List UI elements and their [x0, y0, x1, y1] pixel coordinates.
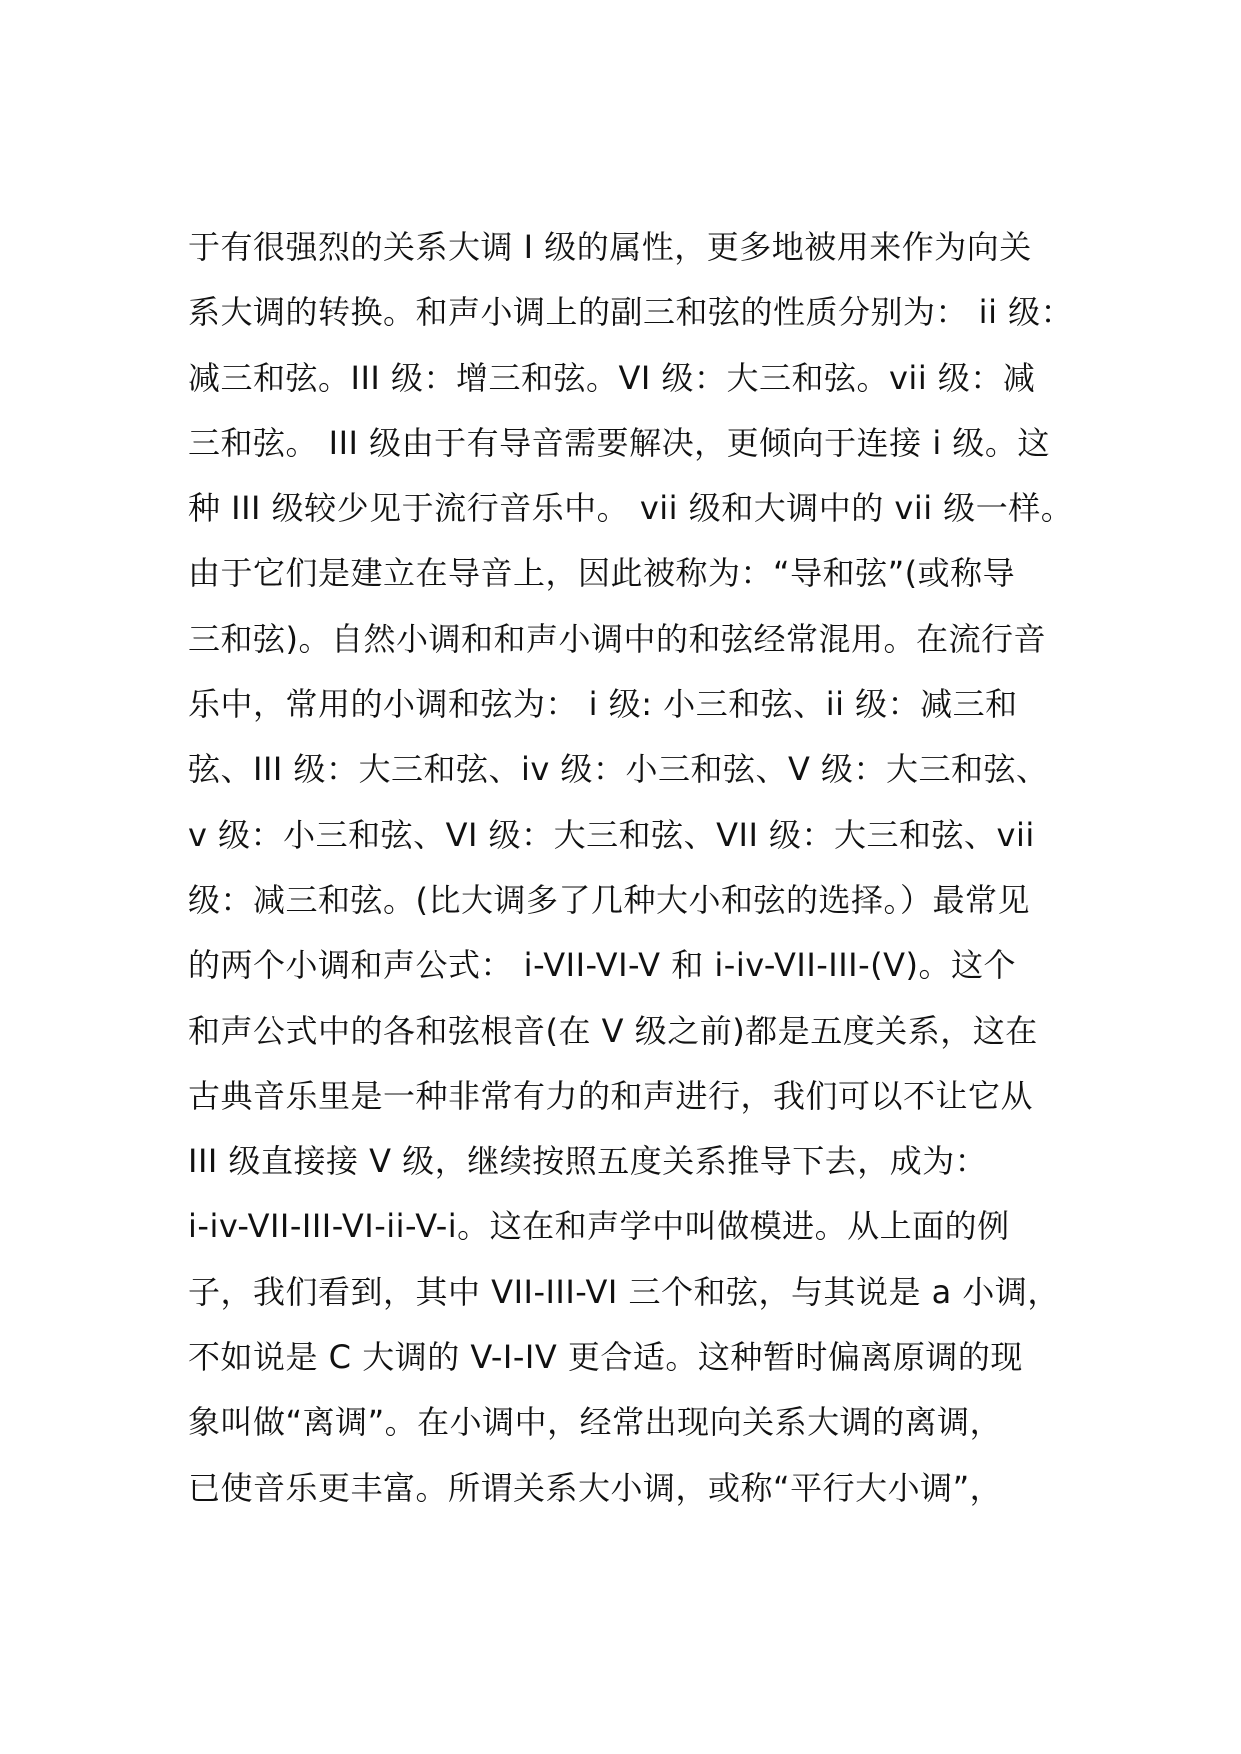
text-line: 三和弦。 III 级由于有导音需要解决，更倾向于连接 i 级。这 [188, 423, 1050, 462]
text-line: 由于它们是建立在导音上，因此被称为：“导和弦”(或称导 [188, 554, 1016, 593]
text-line: i-iv-VII-III-VI-ii-V-i。这在和声学中叫做模进。从上面的例 [188, 1207, 1010, 1246]
text-line: 种 III 级较少见于流行音乐中。 vii 级和大调中的 vii 级一样。 [188, 489, 1074, 528]
text-line: 于有很强烈的关系大调 I 级的属性，更多地被用来作为向关 [188, 228, 1032, 266]
text-line: 乐中，常用的小调和弦为： i 级: 小三和弦、ii 级：减三和 [188, 685, 1018, 724]
text-line: 和声公式中的各和弦根音(在 V 级之前)都是五度关系，这在 [188, 1011, 1038, 1050]
text-line: 子，我们看到，其中 VII-III-VI 三个和弦，与其说是 a 小调， [188, 1272, 1060, 1311]
body-text [188, 215, 1074, 1521]
text-line: 系大调的转换。和声小调上的副三和弦的性质分别为： ii 级： [188, 293, 1074, 332]
text-line: III 级直接接 V 级，继续按照五度关系推导下去，成为： [188, 1142, 988, 1181]
text-line: v 级：小三和弦、VI 级：大三和弦、VII 级：大三和弦、vii [188, 815, 1035, 854]
text-line: 级：减三和弦。(比大调多了几种大小和弦的选择。）最常见 [188, 880, 1030, 919]
text-line: 象叫做“离调”。在小调中，经常出现向关系大调的离调， [188, 1403, 1003, 1442]
text-line: 减三和弦。III 级：增三和弦。VI 级：大三和弦。vii 级：减 [188, 358, 1036, 397]
text-line: 弦、III 级：大三和弦、iv 级：小三和弦、V 级：大三和弦、 [188, 750, 1049, 789]
text-line: 已使音乐更丰富。所谓关系大小调，或称“平行大小调”， [188, 1468, 1003, 1507]
text-line: 三和弦)。自然小调和和声小调中的和弦经常混用。在流行音 [188, 619, 1046, 658]
text-line: 不如说是 C 大调的 V-I-IV 更合适。这种暂时偏离原调的现 [188, 1338, 1023, 1377]
text-line: 古典音乐里是一种非常有力的和声进行，我们可以不让它从 [188, 1076, 1034, 1115]
text-line: 的两个小调和声公式： i-VII-VI-V 和 i-iv-VII-III-(V)。这个 [188, 946, 1017, 985]
